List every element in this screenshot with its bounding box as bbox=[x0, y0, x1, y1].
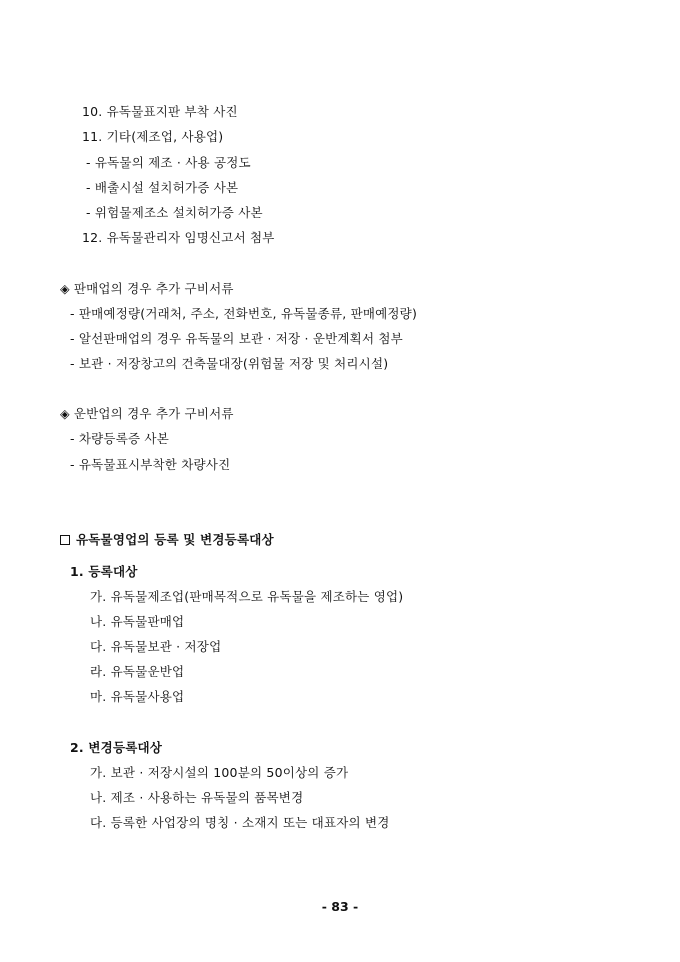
checkbox-square-icon bbox=[60, 535, 70, 545]
sales-extra-item-1: - 판매예정량(거래처, 주소, 전화번호, 유독물종류, 판매예정량) bbox=[70, 306, 418, 321]
item-11-sub-1: - 유독물의 제조 · 사용 공정도 bbox=[86, 155, 251, 170]
change-item-1: 가. 보관 · 저장시설의 100분의 50이상의 증가 bbox=[90, 765, 349, 780]
diamond-bullet-icon: ◈ bbox=[60, 281, 70, 296]
item-11-sub-2: - 배출시설 설치허가증 사본 bbox=[86, 180, 239, 195]
item-11-sub-3: - 위험물제조소 설치허가증 사본 bbox=[86, 205, 263, 220]
sales-extra-heading bbox=[60, 281, 234, 297]
diamond-bullet-icon: ◈ bbox=[60, 406, 70, 421]
sales-extra-item-2: - 알선판매업의 경우 유독물의 보관 · 저장 · 운반계획서 첨부 bbox=[70, 331, 403, 346]
item-11: 11. 기타(제조업, 사용업) bbox=[82, 129, 224, 144]
change-item-2: 나. 제조 · 사용하는 유독물의 품목변경 bbox=[90, 790, 304, 805]
section-title: 유독물영업의 등록 및 변경등록대상 bbox=[76, 532, 274, 547]
sales-extra-item-3: - 보관 · 저장창고의 건축물대장(위험물 저장 및 처리시설) bbox=[70, 356, 389, 371]
registration-item-5: 마. 유독물사용업 bbox=[90, 689, 185, 704]
item-12: 12. 유독물관리자 임명신고서 첨부 bbox=[82, 230, 275, 245]
section-heading bbox=[60, 532, 274, 548]
registration-item-1: 가. 유독물제조업(판매목적으로 유독물을 제조하는 영업) bbox=[90, 589, 404, 604]
page-number: - 83 - bbox=[321, 899, 359, 914]
registration-heading: 1. 등록대상 bbox=[70, 564, 138, 579]
change-heading: 2. 변경등록대상 bbox=[70, 740, 163, 755]
change-item-3: 다. 등록한 사업장의 명칭 · 소재지 또는 대표자의 변경 bbox=[90, 815, 390, 830]
item-10: 10. 유독물표지판 부착 사진 bbox=[82, 104, 238, 119]
transport-extra-heading bbox=[60, 406, 234, 422]
transport-extra-title: 운반업의 경우 추가 구비서류 bbox=[73, 406, 234, 421]
transport-extra-item-1: - 차량등록증 사본 bbox=[70, 431, 169, 446]
registration-item-3: 다. 유독물보관 · 저장업 bbox=[90, 639, 222, 654]
sales-extra-title: 판매업의 경우 추가 구비서류 bbox=[73, 281, 234, 296]
transport-extra-item-2: - 유독물표시부착한 차량사진 bbox=[70, 457, 231, 472]
registration-item-4: 라. 유독물운반업 bbox=[90, 664, 185, 679]
registration-item-2: 나. 유독물판매업 bbox=[90, 614, 185, 629]
